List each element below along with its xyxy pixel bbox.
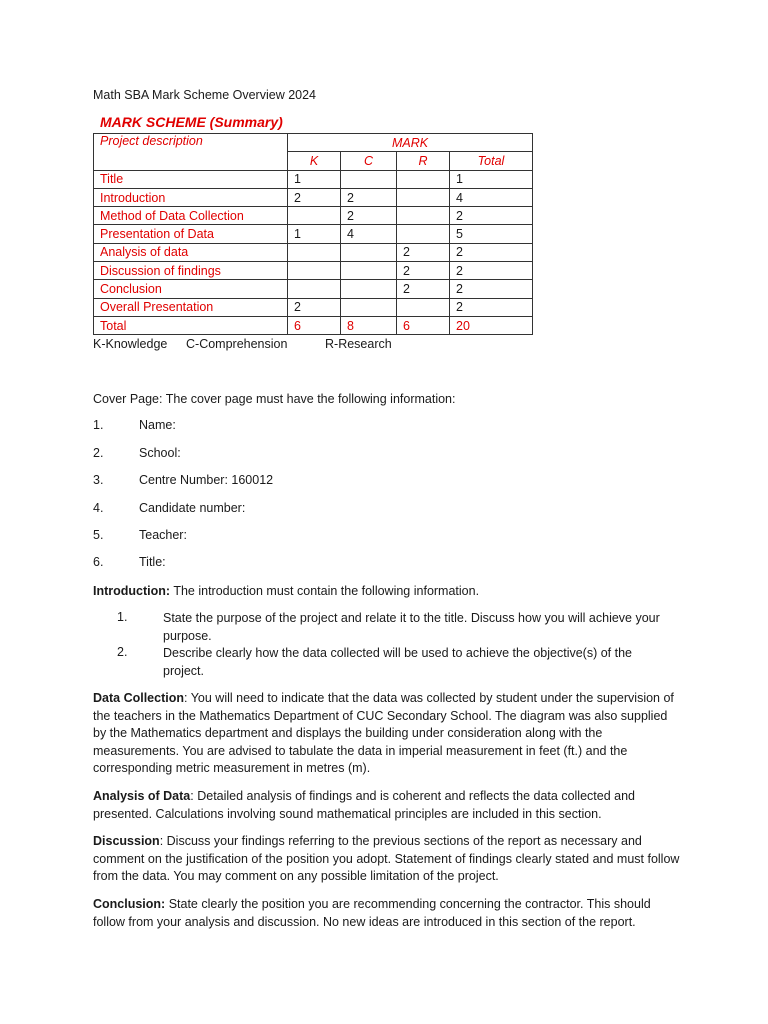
row-label-cell: Presentation of Data — [94, 225, 288, 243]
mark-scheme-table — [93, 133, 533, 335]
column-c-header: C — [341, 152, 397, 170]
conclusion-text: State clearly the position you are recommending concerning the contractor. This should follow from your analysis and discussion. No new ideas are introduced in this section of the report. — [93, 897, 651, 929]
row-label-cell: Method of Data Collection — [94, 207, 288, 225]
data-collection-label: Data Collection — [93, 691, 184, 705]
list-number: 3. — [93, 473, 104, 487]
r-cell: 2 — [397, 243, 450, 261]
total-total-cell: 20 — [450, 316, 533, 334]
row-label-cell: Discussion of findings — [94, 262, 288, 280]
r-cell — [397, 188, 450, 206]
table-row — [94, 188, 533, 206]
total-r-cell: 6 — [397, 316, 450, 334]
list-number: 1. — [93, 418, 104, 432]
k-cell — [288, 243, 341, 261]
list-number: 2. — [117, 645, 128, 659]
row-label-cell: Conclusion — [94, 280, 288, 298]
total-cell: 5 — [450, 225, 533, 243]
discussion-label: Discussion — [93, 834, 160, 848]
list-text: Candidate number: — [139, 501, 246, 515]
legend-comprehension: C-Comprehension — [186, 337, 288, 351]
introduction-label: Introduction: — [93, 584, 171, 598]
list-number: 2. — [93, 446, 104, 460]
list-text: School: — [139, 446, 181, 460]
table-header-row — [94, 134, 533, 152]
list-number: 4. — [93, 501, 104, 515]
column-total-header: Total — [450, 152, 533, 170]
r-cell: 2 — [397, 262, 450, 280]
total-cell: 2 — [450, 298, 533, 316]
data-collection-paragraph — [93, 690, 683, 778]
k-cell: 1 — [288, 170, 341, 188]
total-cell: 2 — [450, 207, 533, 225]
data-collection-text: : You will need to indicate that the data was collected by student under the supervision of the teachers in the Mathematics Department of CUC Secondary School. The diagram was also supplied by the Mathematics department and displays the building under consideration along with the measurements. You are advised to tabulate the data in imperial measurement in feet (ft.) and the corresponding metric measurement in metres (m). — [93, 691, 674, 775]
row-label-cell: Analysis of data — [94, 243, 288, 261]
c-cell — [341, 298, 397, 316]
list-text: Describe clearly how the data collected will be used to achieve the objective(s) of the project. — [163, 646, 633, 678]
list-text: Teacher: — [139, 528, 187, 542]
cover-page-intro: Cover Page: The cover page must have the following information: — [93, 392, 456, 406]
row-label-cell: Introduction — [94, 188, 288, 206]
c-cell — [341, 243, 397, 261]
legend-knowledge: K-Knowledge — [93, 337, 168, 351]
c-cell: 2 — [341, 207, 397, 225]
k-cell: 2 — [288, 298, 341, 316]
list-number: 5. — [93, 528, 104, 542]
k-cell: 2 — [288, 188, 341, 206]
total-cell: 1 — [450, 170, 533, 188]
total-cell: 4 — [450, 188, 533, 206]
legend-research: R-Research — [325, 337, 392, 351]
k-cell: 1 — [288, 225, 341, 243]
r-cell — [397, 207, 450, 225]
list-text: Name: — [139, 418, 176, 432]
conclusion-paragraph — [93, 896, 683, 931]
analysis-paragraph — [93, 788, 683, 823]
list-text: State the purpose of the project and relate it to the title. Discuss how you will achieve your purpose. — [163, 611, 660, 643]
total-c-cell: 8 — [341, 316, 397, 334]
conclusion-label: Conclusion: — [93, 897, 166, 911]
list-number: 1. — [117, 610, 128, 624]
c-cell — [341, 262, 397, 280]
column-r-header: R — [397, 152, 450, 170]
r-cell — [397, 170, 450, 188]
analysis-text: : Detailed analysis of findings and is coherent and reflects the data collected and presented. Calculations involving sound mathematical principles are included in this section. — [93, 789, 635, 821]
table-row — [94, 243, 533, 261]
discussion-paragraph — [93, 833, 683, 886]
c-cell — [341, 280, 397, 298]
introduction-text: The introduction must contain the following information. — [170, 584, 480, 598]
list-text: Title: — [139, 555, 166, 569]
table-total-row — [94, 316, 533, 334]
row-label-cell: Overall Presentation — [94, 298, 288, 316]
discussion-text: : Discuss your findings referring to the previous sections of the report as necessary and comment on the justification of the position you adopt. Statement of findings clearly stated and must follow from the data. You may comment on any possible limitation of the project. — [93, 834, 680, 883]
table-row — [94, 298, 533, 316]
total-label: Total — [94, 316, 288, 334]
c-cell — [341, 170, 397, 188]
k-cell — [288, 262, 341, 280]
total-cell: 2 — [450, 243, 533, 261]
column-k-header: K — [288, 152, 341, 170]
total-cell: 2 — [450, 262, 533, 280]
table-row — [94, 207, 533, 225]
total-k-cell: 6 — [288, 316, 341, 334]
document-title: Math SBA Mark Scheme Overview 2024 — [93, 88, 317, 102]
analysis-label: Analysis of Data — [93, 789, 191, 803]
list-text: Centre Number: 160012 — [139, 473, 274, 487]
project-description-header: Project description — [94, 134, 288, 171]
r-cell — [397, 225, 450, 243]
mark-header: MARK — [288, 134, 533, 152]
table-row — [94, 225, 533, 243]
row-label-cell: Title — [94, 170, 288, 188]
table-row — [94, 262, 533, 280]
k-cell — [288, 280, 341, 298]
r-cell — [397, 298, 450, 316]
r-cell: 2 — [397, 280, 450, 298]
introduction-paragraph — [93, 583, 683, 601]
k-cell — [288, 207, 341, 225]
c-cell: 2 — [341, 188, 397, 206]
mark-scheme-heading: MARK SCHEME (Summary) — [100, 114, 283, 130]
total-cell: 2 — [450, 280, 533, 298]
list-number: 6. — [93, 555, 104, 569]
table-row — [94, 170, 533, 188]
table-row — [94, 280, 533, 298]
c-cell: 4 — [341, 225, 397, 243]
